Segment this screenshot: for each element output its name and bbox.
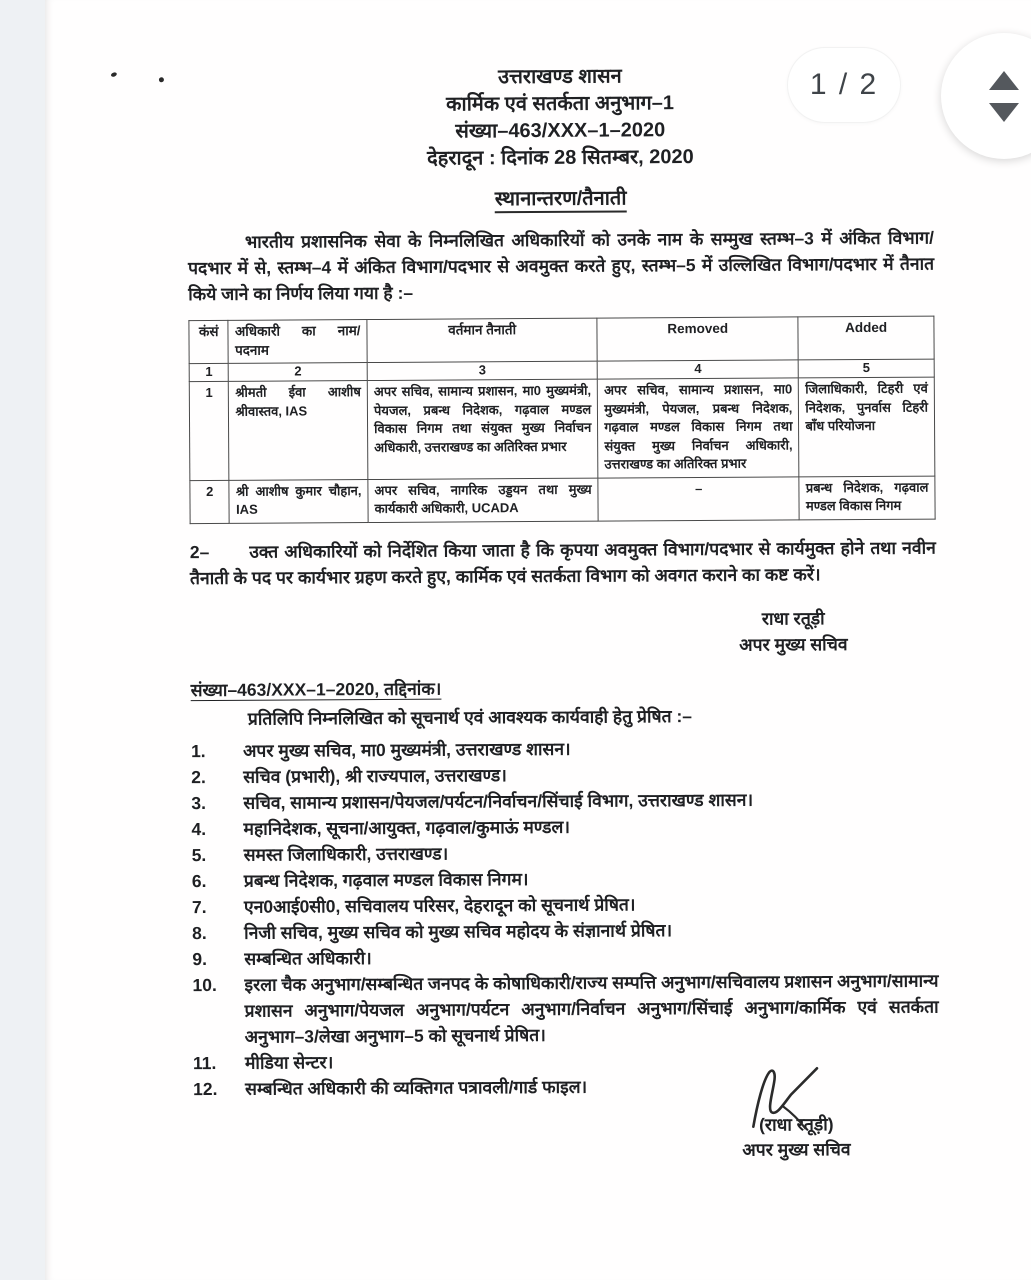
place-date-line: देहरादून : दिनांक 28 सितम्बर, 2020 [426, 146, 694, 170]
paragraph-number: 2– [189, 541, 210, 562]
viewer-left-margin [0, 0, 45, 1280]
list-item-number: 8. [192, 922, 207, 943]
list-item-number: 2. [191, 766, 206, 787]
list-item-text: महानिदेशक, सूचना/आयुक्त, गढ़वाल/कुमाऊं मण्डल। [243, 816, 570, 839]
ink-speck [110, 72, 117, 78]
col-number: 2 [229, 363, 368, 382]
copy-heading: प्रतिलिपि निम्नलिखित को सूचनार्थ एवं आवश्यक कार्यवाही हेतु प्रेषित :– [247, 705, 693, 729]
list-item-number: 1. [190, 740, 206, 761]
directive-paragraph [190, 534, 936, 591]
department-line: कार्मिक एवं सतर्कता अनुभाग–1 [446, 92, 675, 116]
cell-serial: 2 [190, 480, 230, 523]
table-row [190, 476, 935, 524]
signatory-designation: अपर मुख्य सचिव [742, 1138, 851, 1160]
cell-added: जिलाधिकारी, टिहरी एवं निदेशक, पुनर्वास टिहरी बाँध परियोजना [799, 377, 935, 476]
col-header-removed: Removed [597, 317, 798, 361]
table-row [189, 377, 935, 480]
directive-text: उक्त अधिकारियों को निर्देशित किया जाता है कि कृपया अवमुक्त विभाग/पदभार से कार्यमुक्त होने तथा नवीन तैनाती के पद पर कार्यभार ग्रहण करते हुए, कार्मिक एवं सतर्कता विभाग को अवगत कराने का कष्ट करें। [189, 537, 936, 588]
col-header-current-posting: वर्तमान तैनाती [367, 318, 597, 362]
scroll-up-icon[interactable] [989, 71, 1019, 90]
cell-removed: अपर सचिव, सामान्य प्रशासन, मा0 मुख्यमंत्री, पेयजल, प्रबन्ध निदेशक, गढ़वाल मण्डल विकास निगम तथा संयुक्त मुख्य निर्वाचन अधिकारी, उत्तराखण्ड का अतिरिक्त प्रभार [598, 378, 800, 478]
col-header-serial: कंसं [189, 320, 229, 363]
list-item-text: मीडिया सेन्टर। [244, 1051, 334, 1073]
list-item-text: अपर मुख्य सचिव, मा0 मुख्यमंत्री, उत्तराखण्ड शासन। [242, 738, 571, 761]
cell-removed: – [598, 476, 799, 520]
list-item-number: 11. [192, 1052, 217, 1073]
page-indicator-text: 1 / 2 [809, 68, 879, 101]
table-header-row [189, 316, 934, 364]
list-item-text: इरला चैक अनुभाग/सम्बन्धित जनपद के कोषाधिकारी/राज्य सम्पत्ति अनुभाग/सचिवालय प्रशासन अनुभाग/सामान्य प्रशासन अनुभाग/पेयजल अनुभाग/पर्यटन अनुभाग/निर्वाचन अनुभाग/सिंचाई अनुभाग/कार्मिक एवं सतर्कता अनुभाग–3/लेखा अनुभाग–5 को सूचनार्थ प्रेषित। [244, 970, 939, 1047]
subject-title: स्थानान्तरण/तैनाती [188, 182, 934, 214]
list-item-text: सचिव (प्रभारी), श्री राज्यपाल, उत्तराखण्ड। [243, 764, 507, 787]
list-item-text: समस्त जिलाधिकारी, उत्तराखण्ड। [243, 843, 449, 865]
cell-serial: 1 [189, 381, 229, 480]
reference-line: संख्या–463/XXX–1–2020, तद्दिनांक। [190, 678, 442, 700]
list-item [192, 967, 938, 1050]
opening-paragraph: भारतीय प्रशासनिक सेवा के निम्नलिखित अधिकारियों को उनके नाम के सम्मुख स्तम्भ–3 में अंकित विभाग/पदभार में से, स्तम्भ–4 में अंकित विभाग/पदभार से अवमुक्त करते हुए, स्तम्भ–5 में उल्लिखित विभाग/पदभार में तैनात किये जाने का निर्णय लिया गया है :– [188, 227, 935, 305]
list-item-text: निजी सचिव, मुख्य सचिव को मुख्य सचिव महोदय के संज्ञानार्थ प्रेषित। [244, 919, 673, 943]
list-item-number: 10. [192, 974, 217, 995]
cell-current-posting: अपर सचिव, सामान्य प्रशासन, मा0 मुख्यमंत्री, पेयजल, प्रबन्ध निदेशक, गढ़वाल मण्डल विकास निगम तथा संयुक्त मुख्य निर्वाचन अधिकारी, उत्तराखण्ड का अतिरिक्त प्रभार [367, 379, 598, 479]
list-item-number: 3. [191, 792, 207, 813]
list-item-text: सम्बन्धित अधिकारी की व्यक्तिगत पत्रावली/गार्ड फाइल। [245, 1076, 588, 1099]
cell-current-posting: अपर सचिव, नागरिक उड्डयन तथा मुख्य कार्यकारी अधिकारी, UCADA [368, 478, 598, 522]
scroll-down-icon[interactable] [989, 103, 1019, 122]
page-indicator-pill [788, 48, 900, 122]
cell-officer-name: श्री आशीष कुमार चौहान, IAS [229, 479, 368, 523]
signatory-designation: अपर मुख्य सचिव [739, 633, 848, 655]
list-item-number: 12. [193, 1078, 218, 1099]
list-item-number: 4. [191, 818, 207, 839]
list-item-text: एन0आई0सी0, सचिवालय परिसर, देहरादून को सूचनार्थ प्रेषित। [243, 893, 636, 917]
order-number: संख्या–463/XXX–1–2020 [455, 119, 666, 143]
ink-speck [159, 77, 164, 82]
list-item-number: 9. [192, 948, 207, 969]
list-item-number: 5. [191, 844, 207, 865]
cell-officer-name: श्रीमती ईवा आशीष श्रीवास्तव, IAS [229, 381, 368, 480]
document-page [45, 0, 1031, 1280]
document-content [41, 0, 1031, 1167]
list-item-text: सचिव, सामान्य प्रशासन/पेयजल/पर्यटन/निर्वाचन/सिंचाई विभाग, उत्तराखण्ड शासन। [243, 789, 754, 813]
copy-list [191, 733, 939, 1102]
list-item [193, 1071, 939, 1102]
col-header-name: अधिकारी का नाम/ पदनाम [228, 320, 367, 364]
col-number: 3 [367, 361, 597, 380]
col-number: 5 [799, 359, 935, 378]
col-number: 4 [597, 360, 798, 379]
list-item-number: 7. [191, 896, 207, 917]
signatory-name: राधा रतूड़ी [761, 607, 825, 629]
signatory-block-bottom [701, 1111, 891, 1162]
signatory-name: (राधा रतूड़ी) [758, 1113, 834, 1135]
list-item-number: 6. [191, 870, 207, 891]
transfer-table [188, 316, 935, 524]
list-item-text: प्रबन्ध निदेशक, गढ़वाल मण्डल विकास निगम। [243, 868, 529, 891]
signatory-block [698, 604, 888, 657]
govt-title: उत्तराखण्ड शासन [498, 65, 622, 89]
cell-added: प्रबन्ध निदेशक, गढ़वाल मण्डल विकास निगम [799, 476, 935, 520]
col-header-added: Added [798, 316, 934, 360]
list-item-text: सम्बन्धित अधिकारी। [244, 947, 372, 969]
col-number: 1 [189, 363, 229, 381]
